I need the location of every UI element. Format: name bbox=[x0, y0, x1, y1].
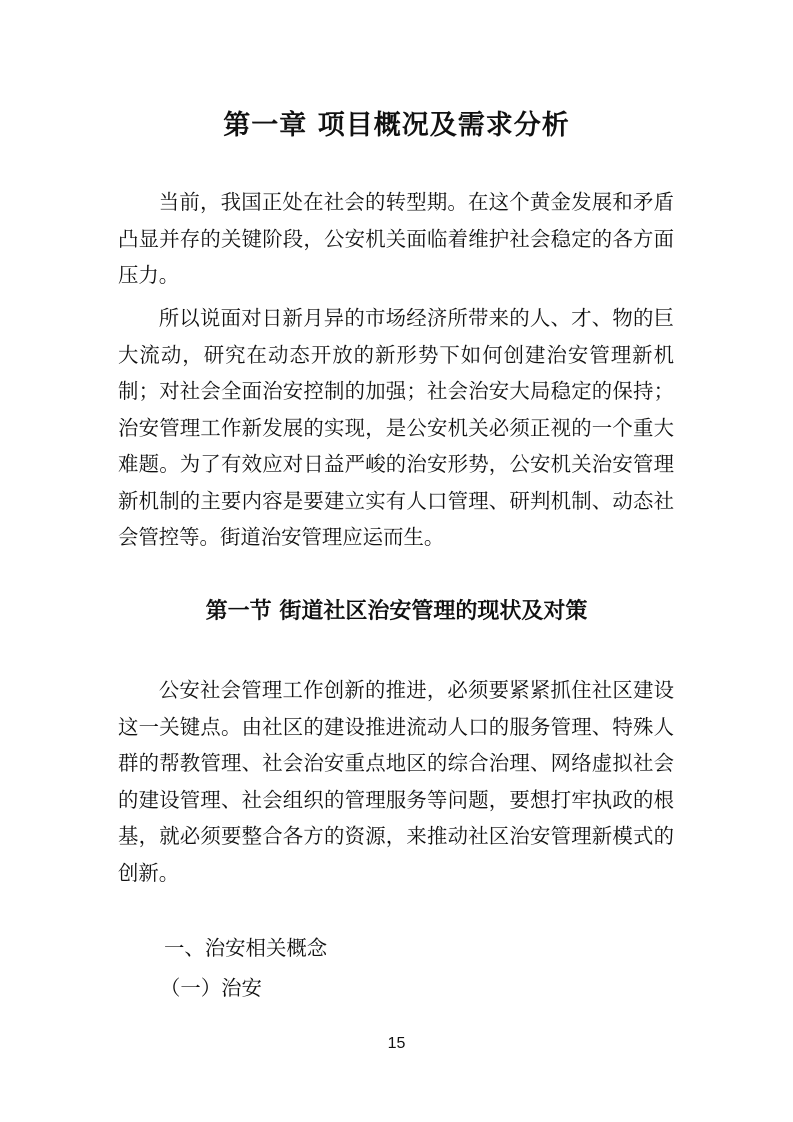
body-paragraph: 所以说面对日新月异的市场经济所带来的人、才、物的巨大流动，研究在动态开放的新形势下如何创建治安管理新机制；对社会全面治安控制的加强；社会治安大局稳定的保持；治安管理工作新发展的实现，是公安机关必须正视的一个重大难题。为了有效应对日益严峻的治安形势，公安机关治安管理新机制的主要内容是要建立实有人口管理、研判机制、动态社会管控等。街道治安管理应运而生。 bbox=[118, 306, 674, 549]
section-paragraph: 公安社会管理工作创新的推进，必须要紧紧抓住社区建设这一关键点。由社区的建设推进流动人口的服务管理、特殊人群的帮教管理、社会治安重点地区的综合治理、网络虚拟社会的建设管理、社会组织的管理服务等问题，要想打牢执政的根基，就必须要整合各方的资源，来推动社区治安管理新模式的创新。 bbox=[118, 678, 674, 885]
sub-subheading: （一）治安 bbox=[160, 976, 262, 1000]
body-paragraph: 当前，我国正处在社会的转型期。在这个黄金发展和矛盾凸显并存的关键阶段，公安机关面临着维护社会稳定的各方面压力。 bbox=[118, 190, 674, 287]
chapter-title: 第一章 项目概况及需求分析 bbox=[223, 110, 570, 141]
section-title: 第一节 街道社区治安管理的现状及对策 bbox=[205, 599, 588, 624]
subheading: 一、治安相关概念 bbox=[164, 936, 328, 960]
page-number: 15 bbox=[387, 1035, 406, 1052]
